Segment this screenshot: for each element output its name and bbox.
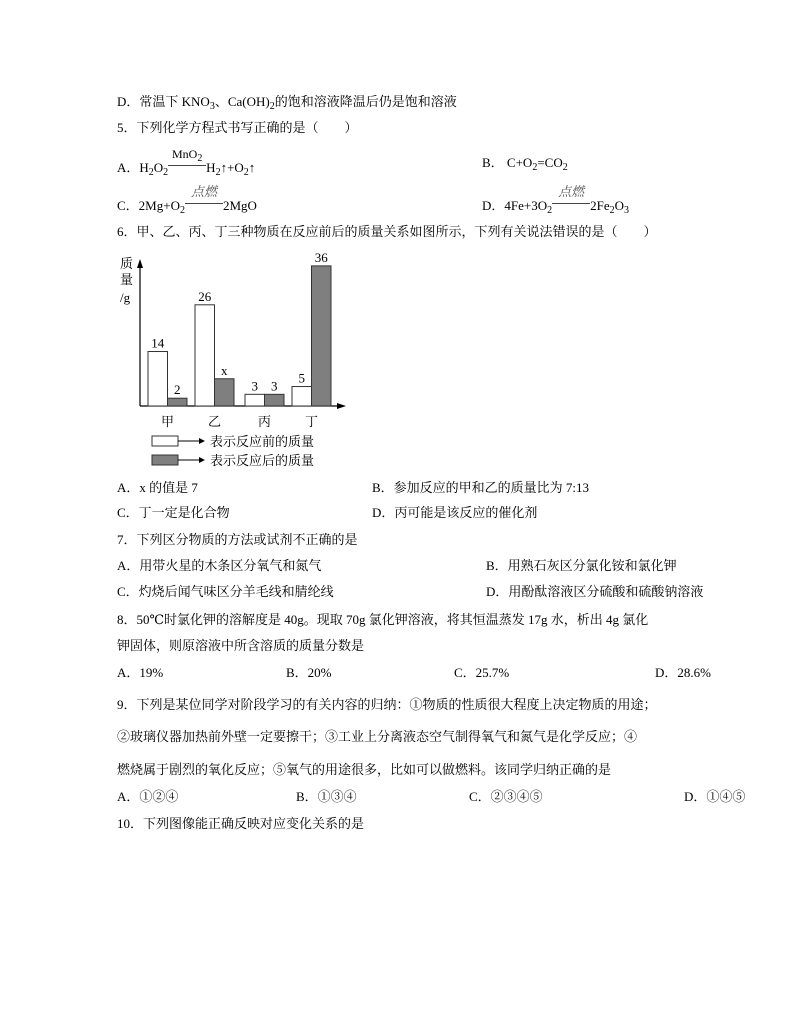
y-axis-label: 量 (120, 272, 134, 287)
q8-option-c: C．25.7% (454, 665, 510, 680)
subscript: 2 (163, 167, 169, 178)
q9-stem-line-3: 燃烧属于剧烈的氧化反应；⑤氧气的用途很多，比如可以做燃料。该同学归纳正确的是 (117, 762, 612, 777)
reactants (504, 198, 553, 216)
subscript: 3 (624, 205, 630, 216)
legend-swatch (152, 455, 178, 465)
mass-bar-chart (117, 249, 357, 474)
bar (148, 352, 168, 406)
bar (292, 387, 312, 406)
reaction-line (185, 203, 223, 204)
legend-entry: 表示反应后的质量 (210, 453, 315, 468)
text-run: 4Fe+3O (504, 198, 548, 213)
bar-value-label: 2 (174, 382, 181, 398)
q9-option-b: B．①③④ (296, 789, 357, 804)
q6-option-b: B．参加反应的甲和乙的质量比为 7:13 (372, 480, 590, 495)
text-run: MnO (172, 147, 198, 161)
text-run: 的饱和溶液降温后仍是饱和溶液 (274, 94, 457, 109)
text-run: 点燃 (558, 184, 585, 199)
subscript: 2 (269, 101, 275, 112)
option-label: A． (117, 160, 140, 175)
legend-swatch (152, 436, 178, 446)
subscript: 2 (148, 167, 154, 178)
bar-value-label: 5 (298, 370, 305, 386)
q9-option-d: D．①④⑤ (684, 789, 746, 804)
q9-stem-line-1: 9．下列是某位同学对阶段学习的有关内容的归纳：①物质的性质很大程度上决定物质的用途； (117, 697, 657, 712)
text-run: 、Ca(OH) (214, 94, 270, 109)
q7-option-c: C．灼烧后闻气味区分羊毛线和腈纶线 (117, 584, 334, 599)
reaction-arrow (168, 165, 206, 166)
q6-option-d: D．丙可能是该反应的催化剂 (372, 505, 538, 520)
option-label: C． (117, 198, 139, 213)
bar-value-label: 14 (151, 335, 165, 351)
bar-value-label: x (221, 362, 228, 378)
subscript: 2 (243, 167, 249, 178)
subscript: 2 (532, 162, 538, 173)
bar-value-label: 3 (251, 378, 258, 394)
reaction-condition (552, 184, 590, 210)
text-run: O (614, 198, 625, 213)
subscript: 2 (547, 205, 553, 216)
subscript: 2 (562, 162, 568, 173)
text-run: B． C+O (482, 155, 533, 170)
legend-arrow-icon (199, 438, 205, 444)
text-run: ↑+O (220, 160, 244, 175)
bar-value-label: 36 (314, 249, 328, 265)
option-label: D． (482, 198, 505, 213)
q5-option-d (482, 184, 630, 216)
reaction-condition (185, 184, 223, 210)
q9-stem-line-2: ②玻璃仪器加热前外壁一定要擦干；③工业上分离液态空气制得氧气和氮气是化学反应；④ (117, 729, 638, 744)
q7-stem: 7．下列区分物质的方法或试剂不正确的是 (117, 532, 358, 547)
y-axis-arrow-icon (137, 259, 143, 268)
q5-option-b (482, 155, 568, 171)
bar (215, 379, 235, 406)
reactants (139, 160, 169, 178)
category-label: 丁 (304, 414, 319, 429)
y-axis-label: /g (120, 290, 131, 305)
q5-option-a (117, 147, 256, 178)
text-run: =CO (537, 155, 563, 170)
category-label: 乙 (207, 414, 222, 429)
catalyst-label (168, 147, 206, 164)
subscript: 2 (197, 153, 203, 164)
reaction-condition (168, 147, 206, 172)
q7-option-d: D．用酚酞溶液区分硫酸和硫酸钠溶液 (486, 584, 704, 599)
subscript: 3 (209, 101, 215, 112)
subscript: 2 (179, 205, 185, 216)
y-axis-label: 质 (120, 256, 134, 271)
bar (245, 394, 265, 406)
bar-value-label: 26 (198, 288, 212, 304)
legend-arrow-icon (199, 457, 205, 463)
x-axis-arrow-icon (337, 403, 346, 409)
q6-stem: 6．甲、乙、丙、丁三种物质在反应前后的质量关系如图所示，下列有关说法错误的是（ ） (117, 224, 657, 239)
reaction-line (552, 203, 590, 204)
products (223, 198, 257, 213)
bar (312, 266, 332, 406)
q6-option-a: A．x 的值是 7 (117, 480, 198, 495)
bar (168, 398, 188, 406)
q4-option-d (117, 94, 457, 110)
products (590, 198, 630, 216)
q7-option-a: A．用带火星的木条区分氧气和氮气 (117, 558, 322, 573)
bar (195, 305, 215, 406)
ignite-label (185, 185, 223, 199)
q5-option-c (117, 184, 257, 216)
q8-option-a: A．19% (117, 665, 164, 680)
text-run: H (206, 160, 216, 175)
q6-option-c: C．丁一定是化合物 (117, 505, 230, 520)
text-run: 点燃 (190, 184, 217, 199)
ignite-label (552, 185, 590, 199)
q9-option-c: C．②③④⑤ (469, 789, 543, 804)
subscript: 2 (215, 167, 221, 178)
q7-option-b: B．用熟石灰区分氯化铵和氯化钾 (486, 558, 677, 573)
text-run: ↑ (248, 160, 256, 175)
text-run: O (153, 160, 164, 175)
q9-option-a: A．①②④ (117, 789, 179, 804)
reactants (138, 198, 185, 216)
subscript: 2 (609, 205, 615, 216)
q10-stem: 10．下列图像能正确反映对应变化关系的是 (117, 816, 365, 831)
q5-stem: 5．下列化学方程式书写正确的是（ ） (117, 120, 358, 135)
category-label: 甲 (160, 414, 175, 429)
legend-entry: 表示反应前的质量 (210, 434, 315, 449)
products (206, 160, 256, 178)
text-run: 2MgO (222, 198, 257, 213)
q8-option-b: B．20% (286, 665, 332, 680)
text-run: 2Mg+O (138, 198, 180, 213)
text-run: 2Fe (590, 198, 610, 213)
q8-stem-line-1: 8．50℃时氯化钾的溶解度是 40g。现取 70g 氯化钾溶液，将其恒温蒸发 17g 水，析出 4g 氯化 (117, 612, 649, 627)
q8-option-d: D．28.6% (655, 665, 711, 680)
q8-stem-line-2: 钾固体，则原溶液中所含溶质的质量分数是 (117, 638, 365, 653)
bar (265, 394, 285, 406)
category-label: 丙 (257, 414, 272, 429)
text-run: D．常温下 KNO (117, 94, 210, 109)
text-run: H (139, 160, 149, 175)
bar-value-label: 3 (271, 378, 278, 394)
